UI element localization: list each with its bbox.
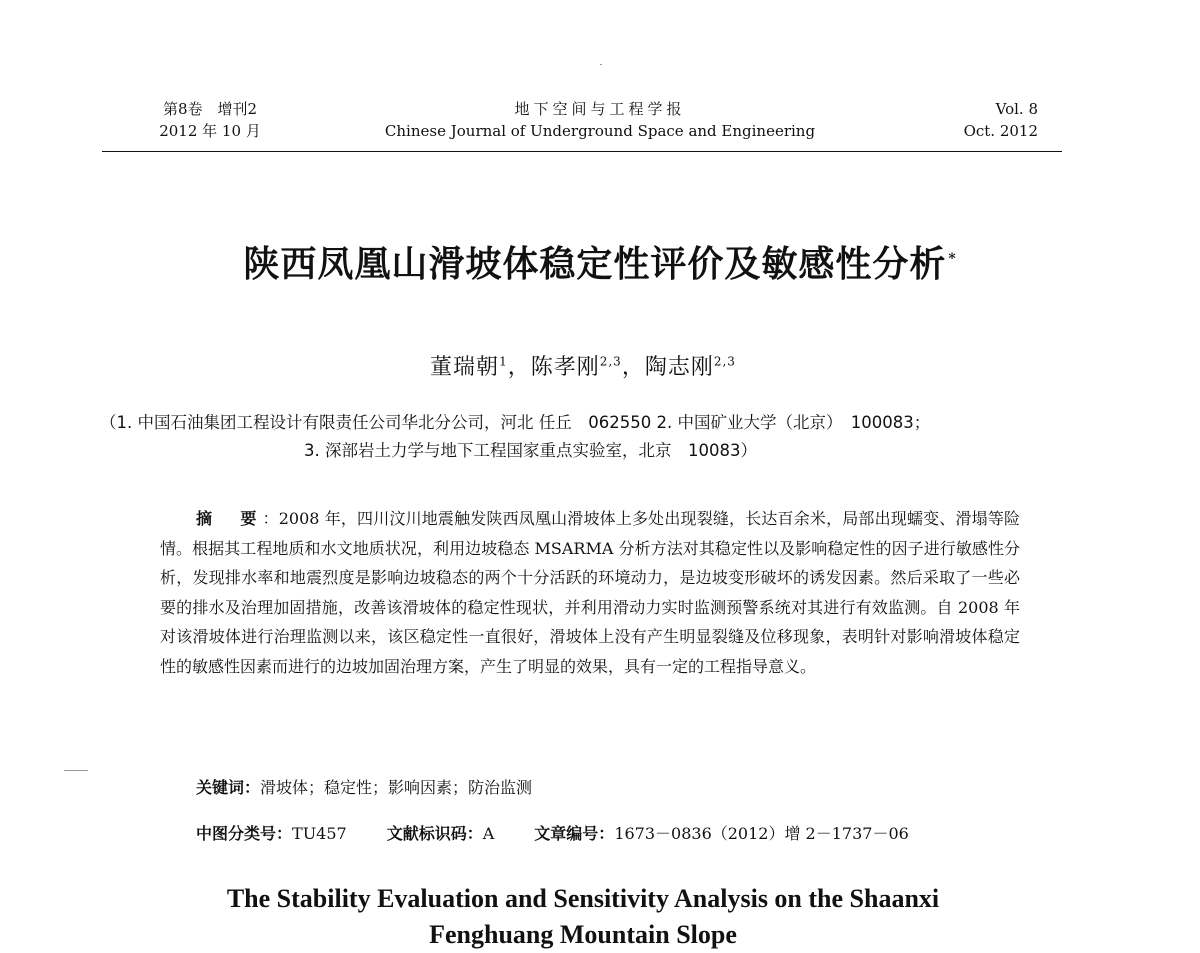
classification-info: [196, 821, 909, 844]
header-journal-name: [380, 98, 820, 142]
abstract-label: 摘 要: [196, 509, 263, 528]
keywords: [196, 775, 532, 798]
doc-code-value: A: [482, 824, 495, 843]
paper-title-text: 陕西凤凰山滑坡体稳定性评价及敏感性分析: [243, 243, 947, 285]
article-number-label: 文章编号：: [534, 824, 615, 843]
author-affil-sup: 2,3: [599, 354, 622, 369]
english-title: [0, 881, 1166, 953]
author-list: [0, 350, 1166, 381]
author-name: 董瑞朝: [430, 355, 500, 380]
paper-title: [0, 236, 1200, 287]
doc-code-label: 文献标识码：: [386, 824, 483, 843]
journal-name-en: Chinese Journal of Underground Space and Engineering: [384, 122, 816, 140]
article-number-value: 1673－0836（2012）增 2－1737－06: [614, 824, 909, 843]
clc-value: TU457: [292, 824, 347, 843]
affiliation-line-1: （1. 中国石油集团工程设计有限责任公司华北分公司，河北 任丘 062550 2. 中国矿业大学（北京） 100083；: [100, 413, 931, 432]
author-name: 陈孝刚: [530, 355, 600, 380]
author-separator: ，: [621, 355, 645, 380]
header-vol: Vol. 8: [995, 100, 1038, 118]
header-volume-issue: 第8卷 增刊2: [162, 100, 258, 118]
english-title-line-2: Fenghuang Mountain Slope: [429, 920, 737, 949]
keywords-text: 滑坡体；稳定性；影响因素；防治监测: [260, 778, 533, 797]
author-affil-sup: 2,3: [713, 354, 736, 369]
author-affil-sup: 1: [499, 354, 508, 369]
abstract-text: 2008 年，四川汶川地震触发陕西凤凰山滑坡体上多处出现裂缝，长达百余米，局部出现蠕变、滑塌等险情。根据其工程地质和水文地质状况，利用边坡稳态 MSARMA 分析方法对其稳定性以及影响稳定性的因子进行敏感性分析，发现排水率和地震烈度是影响边坡稳态的两个十分活跃的环境动力，是边坡变形破坏的诱发因素。然后采取了一些必要的排水及治理加固措施，改善该滑坡体的稳定性现状，并利用滑动力实时监测预警系统对其进行有效监测。自 2008 年对该滑坡体进行治理监测以来，该区稳定性一直很好，滑坡体上没有产生明显裂缝及位移现象，表明针对影响滑坡体稳定性的敏感性因素而进行的边坡加固治理方案，产生了明显的效果，具有一定的工程指导意义。: [160, 509, 1020, 676]
clc-label: 中图分类号：: [196, 824, 293, 843]
english-title-line-1: The Stability Evaluation and Sensitivity Analysis on the Shaanxi: [226, 884, 940, 913]
margin-mark: [64, 770, 88, 771]
header-volume-en: [918, 98, 1038, 142]
journal-name-cn: 地下空间与工程学报: [514, 100, 686, 118]
header-volume-info: [130, 98, 290, 142]
affiliation-line-2: 3. 深部岩土力学与地下工程国家重点实验室，北京 10083）: [304, 441, 757, 460]
title-footnote-mark: *: [948, 251, 957, 267]
header-date-en: Oct. 2012: [963, 122, 1038, 140]
scan-speck: [600, 64, 602, 65]
author-separator: ，: [507, 355, 531, 380]
header-date-cn: 2012 年 10 月: [159, 122, 261, 140]
abstract-colon: ：: [262, 509, 279, 528]
abstract: [160, 504, 1020, 681]
header-rule: [102, 151, 1062, 152]
keywords-label: 关键词：: [196, 778, 261, 797]
author-name: 陶志刚: [644, 355, 714, 380]
